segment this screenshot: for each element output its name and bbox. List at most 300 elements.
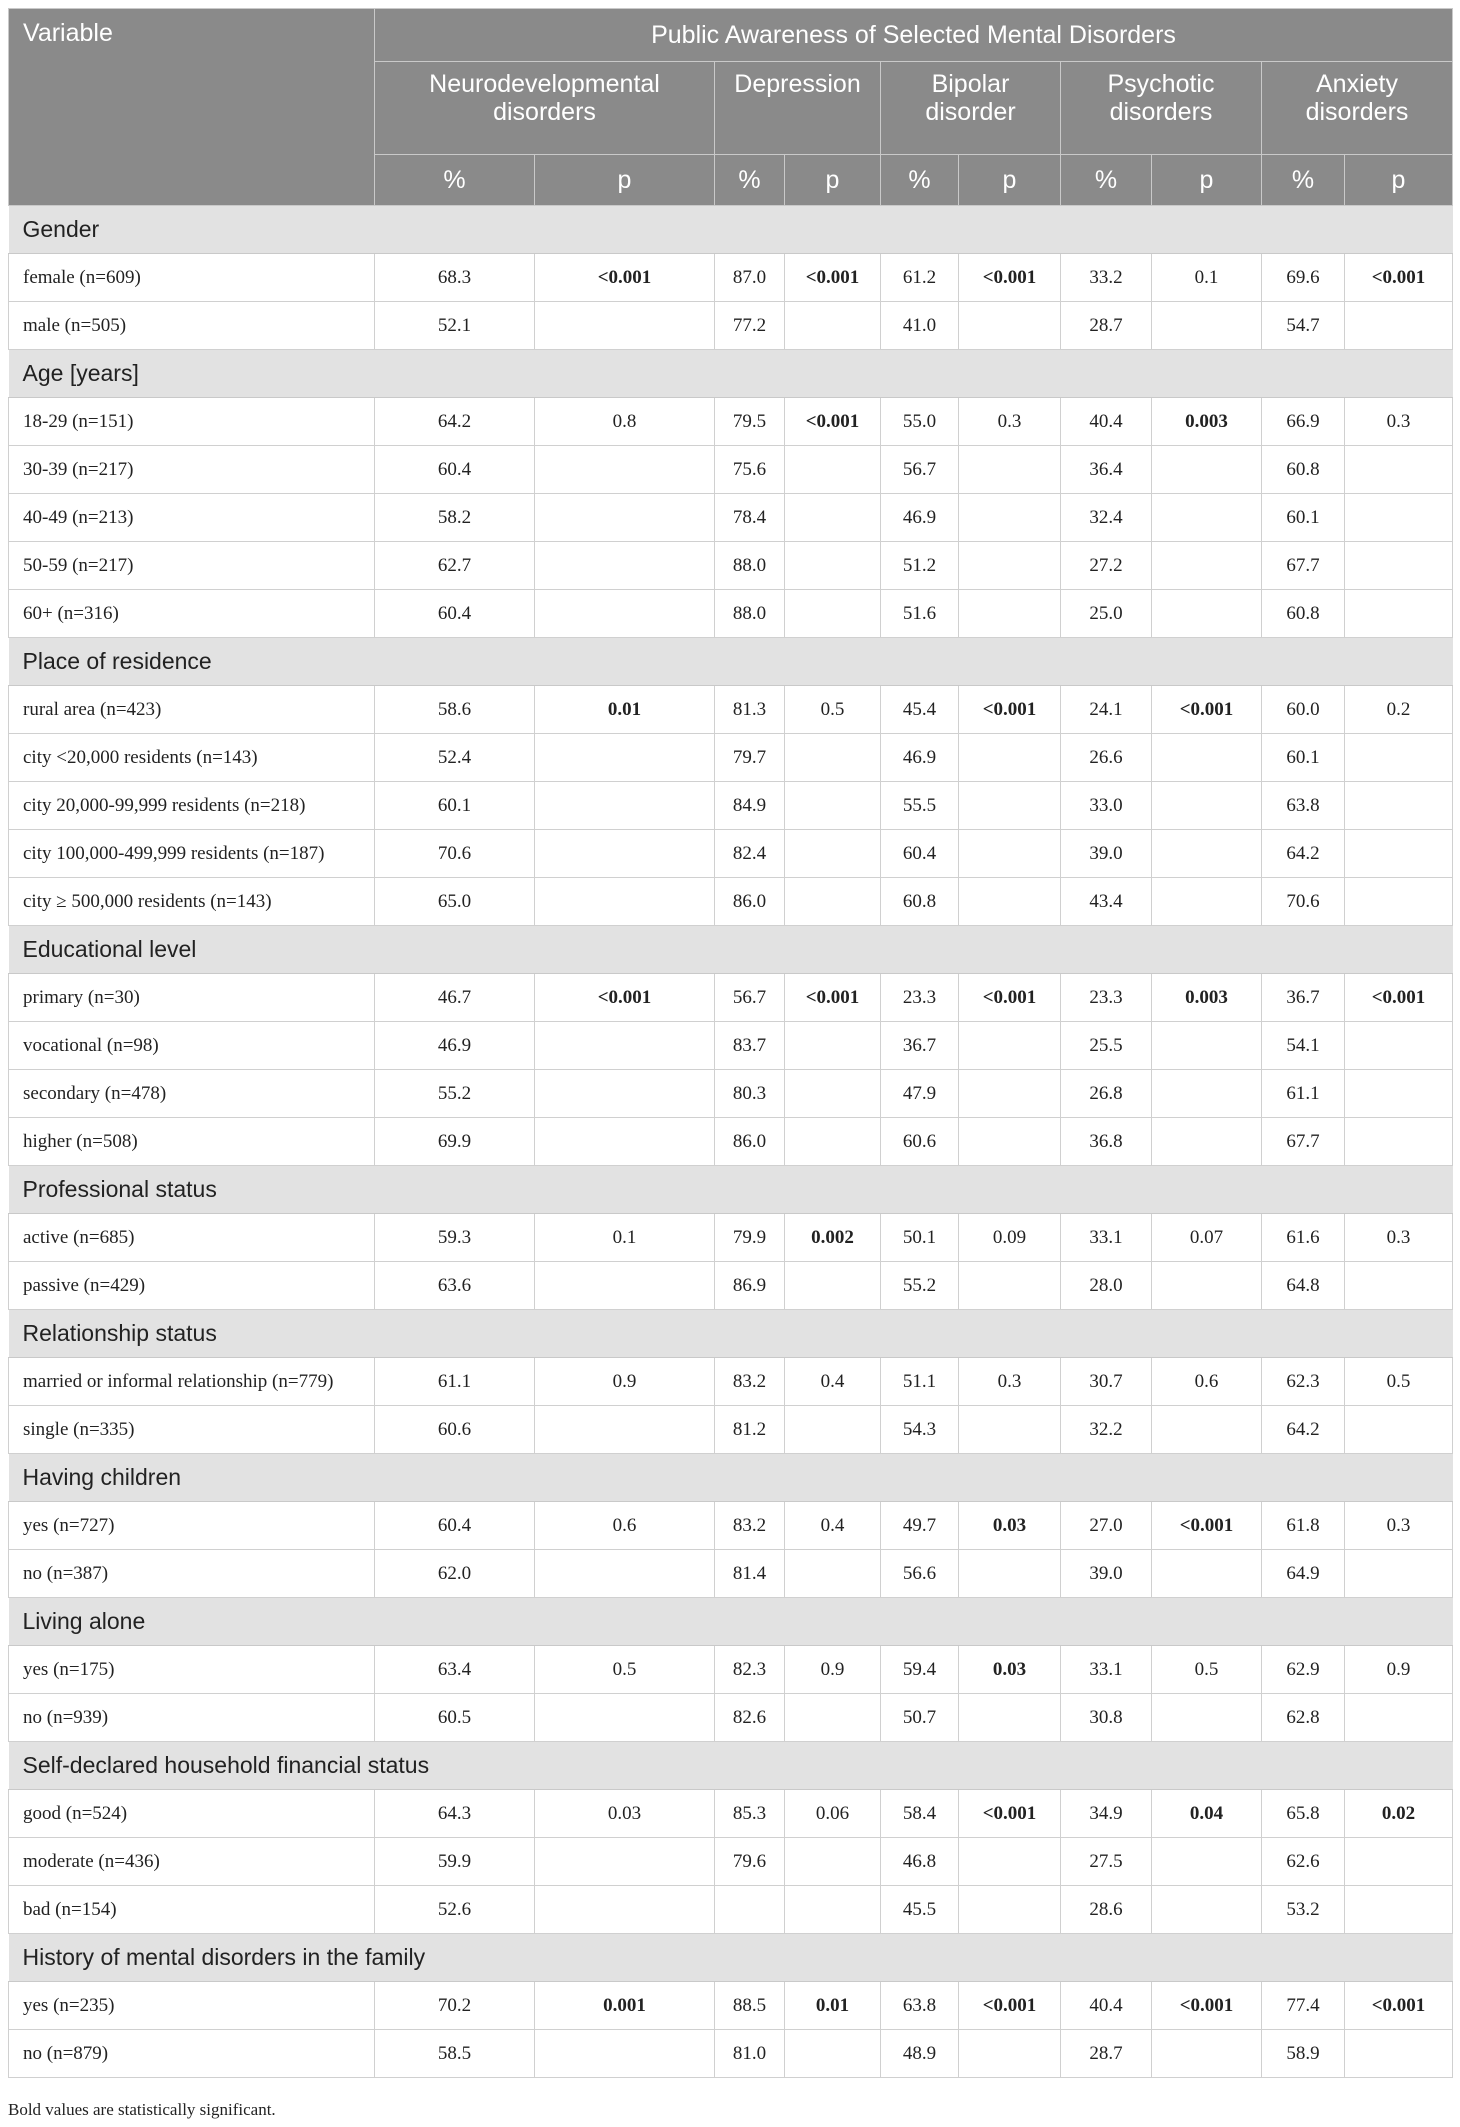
pct-cell: 27.2 bbox=[1061, 542, 1152, 590]
table-row bbox=[9, 542, 1453, 590]
pct-cell: 63.8 bbox=[1262, 782, 1345, 830]
row-label: 30-39 (n=217) bbox=[9, 446, 375, 494]
p-value-cell: <0.001 bbox=[1345, 974, 1453, 1022]
pct-cell: 60.5 bbox=[375, 1694, 535, 1742]
p-value-cell bbox=[1345, 1406, 1453, 1454]
table-row bbox=[9, 734, 1453, 782]
p-value-cell bbox=[785, 1694, 881, 1742]
pct-cell: 70.6 bbox=[375, 830, 535, 878]
row-label: good (n=524) bbox=[9, 1790, 375, 1838]
pct-cell: 67.7 bbox=[1262, 542, 1345, 590]
table-row bbox=[9, 254, 1453, 302]
p-value-cell bbox=[1345, 1070, 1453, 1118]
p-value-cell: 0.9 bbox=[1345, 1646, 1453, 1694]
p-header: p bbox=[1152, 155, 1262, 206]
pct-cell: 63.4 bbox=[375, 1646, 535, 1694]
pct-cell: 60.6 bbox=[375, 1406, 535, 1454]
pct-cell: 81.0 bbox=[715, 2030, 785, 2078]
pct-cell: 64.8 bbox=[1262, 1262, 1345, 1310]
section-title: Gender bbox=[9, 206, 1453, 254]
pct-header: % bbox=[1061, 155, 1152, 206]
p-value-cell bbox=[1152, 1886, 1262, 1934]
pct-cell: 63.6 bbox=[375, 1262, 535, 1310]
pct-cell: 67.7 bbox=[1262, 1118, 1345, 1166]
pct-cell: 23.3 bbox=[881, 974, 959, 1022]
row-label: passive (n=429) bbox=[9, 1262, 375, 1310]
section-header-row bbox=[9, 926, 1453, 974]
pct-cell: 23.3 bbox=[1061, 974, 1152, 1022]
table-row bbox=[9, 1262, 1453, 1310]
pct-cell bbox=[715, 1886, 785, 1934]
p-value-cell: 0.5 bbox=[1345, 1358, 1453, 1406]
p-value-cell bbox=[535, 1118, 715, 1166]
p-value-cell bbox=[1345, 446, 1453, 494]
row-label: primary (n=30) bbox=[9, 974, 375, 1022]
table-row bbox=[9, 1358, 1453, 1406]
pct-header: % bbox=[881, 155, 959, 206]
p-value-cell bbox=[959, 1406, 1061, 1454]
p-value-cell bbox=[535, 494, 715, 542]
pct-cell: 46.9 bbox=[881, 494, 959, 542]
pct-cell: 88.0 bbox=[715, 542, 785, 590]
p-value-cell bbox=[1345, 2030, 1453, 2078]
p-value-cell bbox=[1152, 830, 1262, 878]
pct-cell: 30.7 bbox=[1061, 1358, 1152, 1406]
pct-cell: 58.4 bbox=[881, 1790, 959, 1838]
pct-cell: 33.1 bbox=[1061, 1646, 1152, 1694]
p-value-cell bbox=[959, 2030, 1061, 2078]
p-value-cell bbox=[535, 302, 715, 350]
p-value-cell: 0.4 bbox=[785, 1358, 881, 1406]
pct-cell: 43.4 bbox=[1061, 878, 1152, 926]
pct-cell: 56.7 bbox=[715, 974, 785, 1022]
pct-cell: 50.1 bbox=[881, 1214, 959, 1262]
p-value-cell bbox=[1345, 830, 1453, 878]
p-value-cell bbox=[959, 302, 1061, 350]
p-value-cell bbox=[1152, 542, 1262, 590]
table-row bbox=[9, 1550, 1453, 1598]
section-title: Living alone bbox=[9, 1598, 1453, 1646]
row-label: female (n=609) bbox=[9, 254, 375, 302]
p-value-cell bbox=[785, 1886, 881, 1934]
p-value-cell bbox=[959, 1886, 1061, 1934]
pct-cell: 41.0 bbox=[881, 302, 959, 350]
p-value-cell bbox=[1345, 1838, 1453, 1886]
pct-cell: 62.9 bbox=[1262, 1646, 1345, 1694]
row-label: no (n=387) bbox=[9, 1550, 375, 1598]
pct-cell: 26.8 bbox=[1061, 1070, 1152, 1118]
row-label: no (n=879) bbox=[9, 2030, 375, 2078]
pct-cell: 60.8 bbox=[1262, 446, 1345, 494]
section-title: Age [years] bbox=[9, 350, 1453, 398]
pct-cell: 48.9 bbox=[881, 2030, 959, 2078]
variable-header: Variable bbox=[9, 9, 375, 206]
pct-cell: 63.8 bbox=[881, 1982, 959, 2030]
section-title: Having children bbox=[9, 1454, 1453, 1502]
p-value-cell: 0.8 bbox=[535, 398, 715, 446]
p-value-cell bbox=[785, 1550, 881, 1598]
section-header-row bbox=[9, 638, 1453, 686]
p-value-cell bbox=[1152, 734, 1262, 782]
pct-cell: 70.2 bbox=[375, 1982, 535, 2030]
p-value-cell bbox=[1152, 2030, 1262, 2078]
p-value-cell: 0.03 bbox=[959, 1502, 1061, 1550]
table-row bbox=[9, 302, 1453, 350]
p-value-cell bbox=[785, 878, 881, 926]
p-value-cell bbox=[959, 878, 1061, 926]
p-value-cell: 0.02 bbox=[1345, 1790, 1453, 1838]
pct-cell: 55.0 bbox=[881, 398, 959, 446]
row-label: male (n=505) bbox=[9, 302, 375, 350]
pct-cell: 51.6 bbox=[881, 590, 959, 638]
pct-cell: 77.4 bbox=[1262, 1982, 1345, 2030]
p-value-cell bbox=[959, 1550, 1061, 1598]
p-value-cell: 0.6 bbox=[535, 1502, 715, 1550]
pct-cell: 25.5 bbox=[1061, 1022, 1152, 1070]
pct-cell: 65.0 bbox=[375, 878, 535, 926]
p-value-cell bbox=[535, 878, 715, 926]
pct-cell: 83.7 bbox=[715, 1022, 785, 1070]
p-value-cell bbox=[1345, 542, 1453, 590]
p-value-cell: 0.04 bbox=[1152, 1790, 1262, 1838]
table-title: Public Awareness of Selected Mental Disorders bbox=[375, 9, 1453, 62]
p-value-cell bbox=[959, 1070, 1061, 1118]
table-row bbox=[9, 1886, 1453, 1934]
pct-cell: 64.2 bbox=[1262, 830, 1345, 878]
pct-cell: 86.9 bbox=[715, 1262, 785, 1310]
pct-cell: 30.8 bbox=[1061, 1694, 1152, 1742]
p-value-cell bbox=[1345, 1550, 1453, 1598]
section-header-row bbox=[9, 1934, 1453, 1982]
p-value-cell: 0.001 bbox=[535, 1982, 715, 2030]
pct-cell: 69.6 bbox=[1262, 254, 1345, 302]
pct-cell: 60.4 bbox=[375, 590, 535, 638]
pct-cell: 53.2 bbox=[1262, 1886, 1345, 1934]
p-value-cell bbox=[535, 1406, 715, 1454]
pct-cell: 27.0 bbox=[1061, 1502, 1152, 1550]
pct-cell: 86.0 bbox=[715, 878, 785, 926]
p-value-cell bbox=[535, 1022, 715, 1070]
pct-cell: 52.4 bbox=[375, 734, 535, 782]
table-row bbox=[9, 1646, 1453, 1694]
p-value-cell bbox=[959, 1694, 1061, 1742]
p-value-cell: 0.5 bbox=[535, 1646, 715, 1694]
p-value-cell: 0.07 bbox=[1152, 1214, 1262, 1262]
table-row bbox=[9, 686, 1453, 734]
pct-cell: 39.0 bbox=[1061, 1550, 1152, 1598]
disorder-header-neurodevelopmental: Neurodevelopmental disorders bbox=[375, 62, 715, 155]
pct-cell: 65.8 bbox=[1262, 1790, 1345, 1838]
pct-cell: 64.9 bbox=[1262, 1550, 1345, 1598]
p-value-cell bbox=[1345, 1262, 1453, 1310]
pct-cell: 34.9 bbox=[1061, 1790, 1152, 1838]
table-row bbox=[9, 878, 1453, 926]
pct-cell: 62.8 bbox=[1262, 1694, 1345, 1742]
pct-cell: 61.2 bbox=[881, 254, 959, 302]
table-row bbox=[9, 1118, 1453, 1166]
pct-cell: 39.0 bbox=[1061, 830, 1152, 878]
pct-cell: 81.2 bbox=[715, 1406, 785, 1454]
p-value-cell bbox=[1152, 1550, 1262, 1598]
table-row bbox=[9, 494, 1453, 542]
pct-cell: 33.0 bbox=[1061, 782, 1152, 830]
p-value-cell: 0.3 bbox=[959, 398, 1061, 446]
pct-cell: 64.2 bbox=[375, 398, 535, 446]
p-value-cell bbox=[535, 1838, 715, 1886]
pct-cell: 46.8 bbox=[881, 1838, 959, 1886]
p-value-cell: 0.01 bbox=[785, 1982, 881, 2030]
pct-cell: 82.6 bbox=[715, 1694, 785, 1742]
pct-cell: 87.0 bbox=[715, 254, 785, 302]
p-value-cell bbox=[785, 1406, 881, 1454]
section-header-row bbox=[9, 206, 1453, 254]
pct-cell: 28.7 bbox=[1061, 302, 1152, 350]
p-value-cell bbox=[535, 1886, 715, 1934]
table-row bbox=[9, 446, 1453, 494]
table-row bbox=[9, 1022, 1453, 1070]
table-row bbox=[9, 974, 1453, 1022]
pct-cell: 36.7 bbox=[1262, 974, 1345, 1022]
pct-cell: 46.9 bbox=[375, 1022, 535, 1070]
p-value-cell bbox=[1152, 446, 1262, 494]
pct-cell: 28.7 bbox=[1061, 2030, 1152, 2078]
row-label: yes (n=235) bbox=[9, 1982, 375, 2030]
pct-cell: 68.3 bbox=[375, 254, 535, 302]
pct-cell: 26.6 bbox=[1061, 734, 1152, 782]
section-header-row bbox=[9, 1742, 1453, 1790]
row-label: city 100,000-499,999 residents (n=187) bbox=[9, 830, 375, 878]
p-value-cell bbox=[1152, 782, 1262, 830]
p-value-cell: 0.5 bbox=[1152, 1646, 1262, 1694]
pct-cell: 61.8 bbox=[1262, 1502, 1345, 1550]
pct-cell: 40.4 bbox=[1061, 398, 1152, 446]
pct-cell: 61.6 bbox=[1262, 1214, 1345, 1262]
p-value-cell bbox=[535, 590, 715, 638]
pct-cell: 60.8 bbox=[881, 878, 959, 926]
p-value-cell bbox=[959, 590, 1061, 638]
pct-cell: 54.3 bbox=[881, 1406, 959, 1454]
pct-cell: 60.4 bbox=[375, 1502, 535, 1550]
pct-cell: 62.7 bbox=[375, 542, 535, 590]
pct-cell: 82.4 bbox=[715, 830, 785, 878]
p-value-cell bbox=[959, 1838, 1061, 1886]
disorder-header-bipolar: Bipolar disorder bbox=[881, 62, 1061, 155]
p-value-cell bbox=[535, 734, 715, 782]
pct-cell: 64.2 bbox=[1262, 1406, 1345, 1454]
pct-cell: 77.2 bbox=[715, 302, 785, 350]
p-value-cell bbox=[1152, 878, 1262, 926]
table-container bbox=[8, 8, 1452, 2078]
table-row bbox=[9, 590, 1453, 638]
pct-header: % bbox=[375, 155, 535, 206]
row-label: 50-59 (n=217) bbox=[9, 542, 375, 590]
p-value-cell bbox=[535, 830, 715, 878]
section-header-row bbox=[9, 1598, 1453, 1646]
pct-cell: 58.2 bbox=[375, 494, 535, 542]
p-value-cell: 0.6 bbox=[1152, 1358, 1262, 1406]
p-header: p bbox=[785, 155, 881, 206]
pct-cell: 32.4 bbox=[1061, 494, 1152, 542]
row-label: rural area (n=423) bbox=[9, 686, 375, 734]
pct-cell: 62.3 bbox=[1262, 1358, 1345, 1406]
pct-cell: 80.3 bbox=[715, 1070, 785, 1118]
pct-cell: 51.1 bbox=[881, 1358, 959, 1406]
p-value-cell: 0.002 bbox=[785, 1214, 881, 1262]
pct-cell: 69.9 bbox=[375, 1118, 535, 1166]
section-title: History of mental disorders in the family bbox=[9, 1934, 1453, 1982]
p-value-cell: 0.3 bbox=[1345, 1214, 1453, 1262]
pct-cell: 62.6 bbox=[1262, 1838, 1345, 1886]
pct-cell: 82.3 bbox=[715, 1646, 785, 1694]
p-value-cell bbox=[959, 830, 1061, 878]
p-value-cell: 0.03 bbox=[535, 1790, 715, 1838]
p-value-cell bbox=[1345, 590, 1453, 638]
pct-cell: 61.1 bbox=[1262, 1070, 1345, 1118]
p-value-cell: 0.09 bbox=[959, 1214, 1061, 1262]
table-row bbox=[9, 398, 1453, 446]
pct-cell: 51.2 bbox=[881, 542, 959, 590]
pct-cell: 54.7 bbox=[1262, 302, 1345, 350]
section-title: Self-declared household financial status bbox=[9, 1742, 1453, 1790]
p-value-cell bbox=[1152, 1022, 1262, 1070]
pct-cell: 58.5 bbox=[375, 2030, 535, 2078]
pct-cell: 46.9 bbox=[881, 734, 959, 782]
row-label: city ≥ 500,000 residents (n=143) bbox=[9, 878, 375, 926]
pct-cell: 28.6 bbox=[1061, 1886, 1152, 1934]
disorder-header-psychotic: Psychotic disorders bbox=[1061, 62, 1262, 155]
pct-cell: 61.1 bbox=[375, 1358, 535, 1406]
row-label: vocational (n=98) bbox=[9, 1022, 375, 1070]
row-label: moderate (n=436) bbox=[9, 1838, 375, 1886]
p-value-cell bbox=[785, 782, 881, 830]
p-value-cell: 0.06 bbox=[785, 1790, 881, 1838]
pct-cell: 40.4 bbox=[1061, 1982, 1152, 2030]
pct-cell: 81.3 bbox=[715, 686, 785, 734]
p-value-cell: <0.001 bbox=[959, 686, 1061, 734]
section-header-row bbox=[9, 1454, 1453, 1502]
disorder-header-depression: Depression bbox=[715, 62, 881, 155]
row-label: active (n=685) bbox=[9, 1214, 375, 1262]
table-row bbox=[9, 1502, 1453, 1550]
table-row bbox=[9, 2030, 1453, 2078]
p-value-cell: 0.1 bbox=[1152, 254, 1262, 302]
p-value-cell bbox=[959, 494, 1061, 542]
table-row bbox=[9, 782, 1453, 830]
pct-cell: 58.6 bbox=[375, 686, 535, 734]
p-value-cell bbox=[1152, 494, 1262, 542]
row-label: 18-29 (n=151) bbox=[9, 398, 375, 446]
section-title: Place of residence bbox=[9, 638, 1453, 686]
pct-cell: 47.9 bbox=[881, 1070, 959, 1118]
p-value-cell: 0.3 bbox=[1345, 398, 1453, 446]
p-value-cell bbox=[959, 734, 1061, 782]
p-value-cell: 0.01 bbox=[535, 686, 715, 734]
p-value-cell bbox=[1345, 1022, 1453, 1070]
p-value-cell bbox=[785, 542, 881, 590]
p-value-cell bbox=[1152, 1838, 1262, 1886]
p-value-cell bbox=[959, 1262, 1061, 1310]
pct-cell: 25.0 bbox=[1061, 590, 1152, 638]
p-value-cell bbox=[1345, 1886, 1453, 1934]
awareness-table bbox=[8, 8, 1453, 2078]
p-value-cell: <0.001 bbox=[959, 1790, 1061, 1838]
pct-cell: 60.6 bbox=[881, 1118, 959, 1166]
pct-cell: 33.2 bbox=[1061, 254, 1152, 302]
pct-cell: 79.7 bbox=[715, 734, 785, 782]
table-row bbox=[9, 830, 1453, 878]
p-value-cell bbox=[1345, 782, 1453, 830]
table-row bbox=[9, 1406, 1453, 1454]
p-value-cell bbox=[535, 1070, 715, 1118]
p-value-cell bbox=[785, 1838, 881, 1886]
p-value-cell: <0.001 bbox=[535, 974, 715, 1022]
p-value-cell: <0.001 bbox=[1152, 1502, 1262, 1550]
pct-cell: 64.3 bbox=[375, 1790, 535, 1838]
pct-cell: 59.9 bbox=[375, 1838, 535, 1886]
table-row bbox=[9, 1694, 1453, 1742]
pct-cell: 60.4 bbox=[881, 830, 959, 878]
pct-cell: 60.0 bbox=[1262, 686, 1345, 734]
pct-cell: 60.1 bbox=[1262, 734, 1345, 782]
p-value-cell bbox=[959, 782, 1061, 830]
row-label: yes (n=727) bbox=[9, 1502, 375, 1550]
pct-cell: 75.6 bbox=[715, 446, 785, 494]
p-value-cell: 0.003 bbox=[1152, 398, 1262, 446]
p-value-cell bbox=[535, 1262, 715, 1310]
pct-cell: 58.9 bbox=[1262, 2030, 1345, 2078]
p-value-cell bbox=[785, 590, 881, 638]
p-value-cell: <0.001 bbox=[535, 254, 715, 302]
pct-cell: 60.8 bbox=[1262, 590, 1345, 638]
pct-cell: 54.1 bbox=[1262, 1022, 1345, 1070]
p-value-cell bbox=[785, 494, 881, 542]
p-value-cell bbox=[1152, 1262, 1262, 1310]
p-value-cell bbox=[1152, 1118, 1262, 1166]
row-label: single (n=335) bbox=[9, 1406, 375, 1454]
p-value-cell bbox=[959, 446, 1061, 494]
p-value-cell bbox=[1345, 878, 1453, 926]
pct-cell: 55.2 bbox=[881, 1262, 959, 1310]
pct-cell: 45.4 bbox=[881, 686, 959, 734]
pct-cell: 79.9 bbox=[715, 1214, 785, 1262]
pct-cell: 49.7 bbox=[881, 1502, 959, 1550]
p-value-cell: 0.4 bbox=[785, 1502, 881, 1550]
pct-cell: 46.7 bbox=[375, 974, 535, 1022]
pct-cell: 85.3 bbox=[715, 1790, 785, 1838]
p-value-cell: <0.001 bbox=[959, 254, 1061, 302]
pct-cell: 55.5 bbox=[881, 782, 959, 830]
pct-cell: 70.6 bbox=[1262, 878, 1345, 926]
pct-cell: 66.9 bbox=[1262, 398, 1345, 446]
p-value-cell bbox=[1152, 1406, 1262, 1454]
p-value-cell bbox=[1345, 1694, 1453, 1742]
p-value-cell bbox=[1345, 494, 1453, 542]
pct-cell: 52.6 bbox=[375, 1886, 535, 1934]
p-value-cell: 0.003 bbox=[1152, 974, 1262, 1022]
p-value-cell: <0.001 bbox=[959, 974, 1061, 1022]
section-header-row bbox=[9, 1310, 1453, 1358]
p-value-cell bbox=[785, 446, 881, 494]
p-value-cell bbox=[1345, 1118, 1453, 1166]
pct-cell: 79.6 bbox=[715, 1838, 785, 1886]
p-value-cell: 0.1 bbox=[535, 1214, 715, 1262]
table-body bbox=[9, 206, 1453, 2078]
pct-cell: 36.4 bbox=[1061, 446, 1152, 494]
table-row bbox=[9, 1214, 1453, 1262]
p-value-cell: 0.3 bbox=[1345, 1502, 1453, 1550]
section-title: Educational level bbox=[9, 926, 1453, 974]
row-label: city <20,000 residents (n=143) bbox=[9, 734, 375, 782]
